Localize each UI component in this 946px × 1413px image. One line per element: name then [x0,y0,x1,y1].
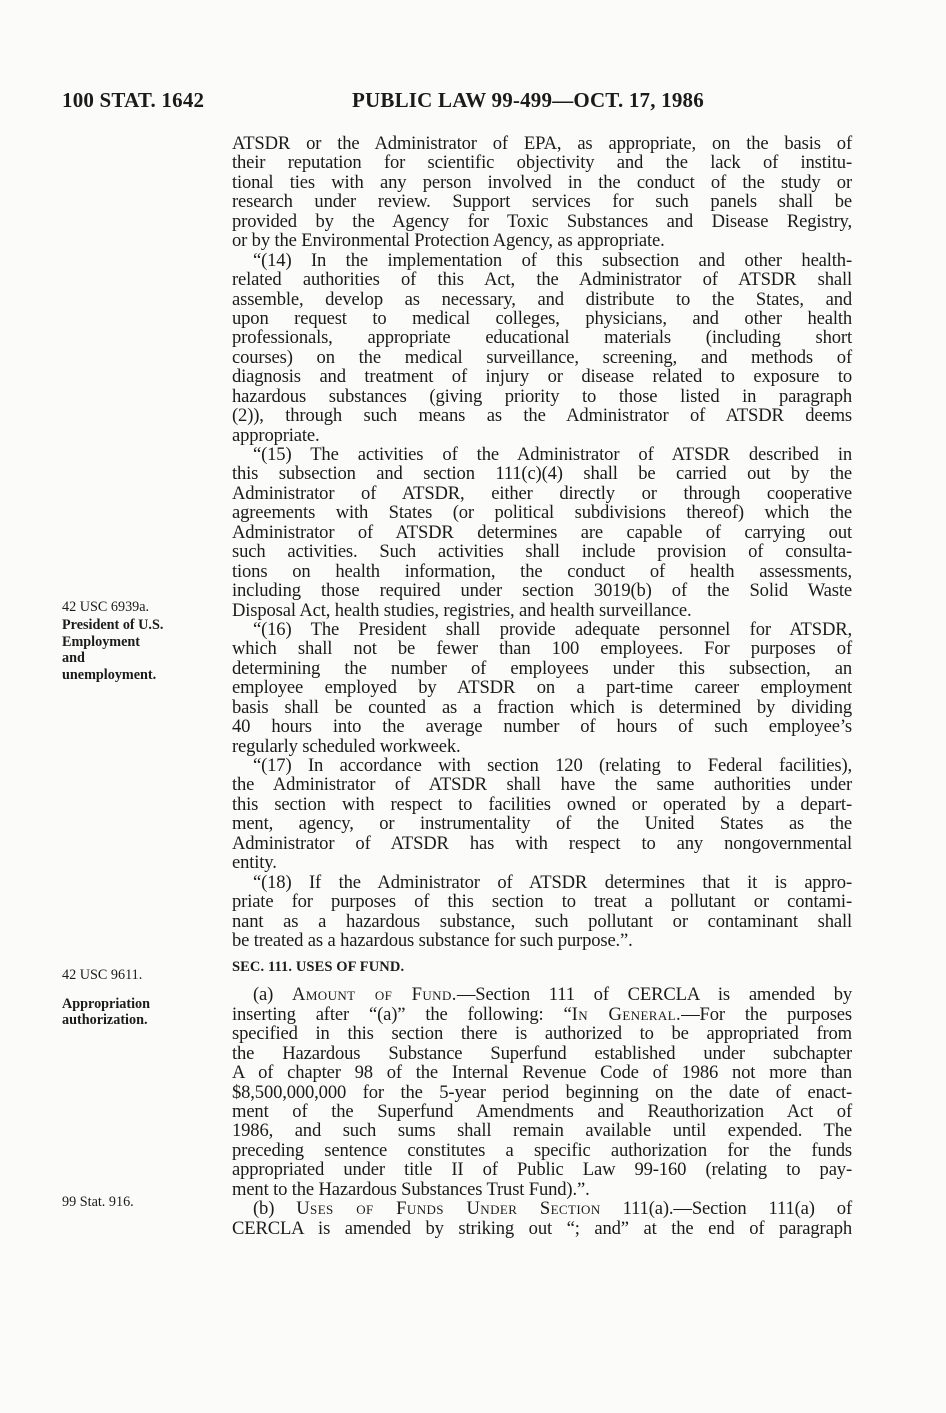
text-line: $8,500,000,000 for the 5-year period beginning on the date of enact- [232,1081,852,1103]
text-line: employee employed by ATSDR on a part-time career employment [232,677,852,699]
paragraph [232,873,852,951]
text-segment: (b) [253,1198,297,1220]
section-111-paragraphs [232,985,852,1238]
text-line: diagnosis and treatment of injury or disease related to exposure to [232,366,852,388]
text-line: CERCLA is amended by striking out “; and” at the end of paragraph [232,1217,852,1239]
text-line: upon request to medical colleges, physicians, and other health [232,307,852,329]
text-line: research under review. Support services for such panels shall be [232,191,852,213]
text-line: the Administrator of ATSDR shall have the same authorities under [232,774,852,796]
margin-note-appropriation: Appropriation [62,996,151,1012]
text-line: agreements with States (or political subdivisions thereof) which the [232,502,852,524]
text-line: “(18) If the Administrator of ATSDR determines that it is appro- [253,871,852,893]
text-line: which shall not be fewer than 100 employees. For purposes of [232,638,852,660]
text-line: 40 hours into the average number of hours of such employee’s [232,716,852,738]
text-line: appropriated under title II of Public Law 99-160 (relating to pay- [232,1159,852,1181]
small-caps-heading: Uses of Funds Under Section [296,1198,601,1220]
text-line: Administrator of ATSDR, either directly or through cooperative [232,482,852,504]
text-line [232,985,852,1004]
text-line: or by the Environmental Protection Agency, as appropriate. [232,230,665,252]
text-line: related authorities of this Act, the Administrator of ATSDR shall [232,269,852,291]
text-line: Disposal Act, health studies, registries, and health surveillance. [232,599,692,621]
text-line: “(14) In the implementation of this subsection and other health- [253,249,852,271]
text-segment: inserting after “(a)” the following: “ [232,1003,572,1025]
text-line: ment of the Superfund Amendments and Reauthorization Act of [232,1101,852,1122]
margin-note-authorization: authorization. [62,1012,148,1028]
text-line: their reputation for scientific objectivity and the lack of institu- [232,152,852,174]
text-line: the Hazardous Substance Superfund established under subchapter [232,1042,852,1064]
text-line: ment to the Hazardous Substances Trust Fund).”. [232,1178,590,1200]
paragraph [232,251,852,445]
text-segment: (a) [253,984,293,1006]
text-line: tions on health information, the conduct of health assessments, [232,560,852,582]
paragraph [232,1199,852,1238]
small-caps-heading: In General. [571,1003,682,1025]
text-line: professionals, appropriate educational materials (including short [232,327,852,349]
margin-note-unemployment: unemployment. [62,667,157,683]
body-text [232,134,852,1238]
text-line: this subsection and section 111(c)(4) shall be carried out by the [232,463,852,485]
text-line [232,1199,852,1218]
margin-note-stat-916: 99 Stat. 916. [62,1194,134,1210]
text-line: preceding sentence constitutes a specific authorization for the funds [232,1139,852,1161]
text-line: tional ties with any person involved in the conduct of the study or [232,171,852,193]
paragraph [232,756,852,873]
page-stat-reference: 100 STAT. 1642 [62,88,205,112]
subsection-paragraphs [232,134,852,950]
text-line: this section with respect to facilities owned or operated by a depart- [232,793,852,815]
paragraph [232,134,852,251]
text-line: such activities. Such activities shall include provision of consulta- [232,541,852,563]
text-line: be treated as a hazardous substance for such purpose.”. [232,929,633,951]
margin-note-usc-9611: 42 USC 9611. [62,967,143,983]
section-heading: SEC. 111. USES OF FUND. [232,959,405,976]
text-line: entity. [232,852,277,874]
text-segment: —For the purposes [681,1003,852,1025]
text-line: including those required under section 3019(b) of the Solid Waste [232,580,852,602]
text-line: courses) on the medical surveillance, screening, and methods of [232,346,852,368]
text-line: Administrator of ATSDR has with respect to any nongovernmental [232,832,852,854]
text-line: regularly scheduled workweek. [232,735,461,757]
paragraph [232,620,852,756]
text-line: ment, agency, or instrumentality of the United States as the [232,813,852,835]
text-segment: —Section 111 of CERCLA is amended by [456,984,852,1006]
text-line: appropriate. [232,424,320,446]
text-line: assemble, develop as necessary, and distribute to the States, and [232,288,852,310]
page-law-title: PUBLIC LAW 99-499—OCT. 17, 1986 [352,88,704,112]
text-line: determining the number of employees under this subsection, an [232,657,852,679]
text-line: specified in this section there is authorized to be appropriated from [232,1023,852,1045]
text-segment: 111(a).—Section 111(a) of [600,1198,852,1220]
text-line: nant as a hazardous substance, such pollutant or contaminant shall [232,910,852,932]
text-line: “(17) In accordance with section 120 (relating to Federal facilities), [253,755,852,776]
text-line: “(15) The activities of the Administrator of ATSDR described in [253,444,852,465]
text-line [232,1005,852,1024]
paragraph [232,985,852,1199]
text-line: A of chapter 98 of the Internal Revenue Code of 1986 not more than [232,1062,852,1084]
text-line: hazardous substances (giving priority to those listed in paragraph [232,385,852,407]
text-line: basis shall be counted as a fraction which is determined by dividing [232,696,852,718]
margin-note-usc-6939a: 42 USC 6939a. [62,599,150,615]
margin-note-president: President of U.S. [62,617,164,633]
text-line: priate for purposes of this section to treat a pollutant or contami- [232,891,852,913]
text-line: 1986, and such sums shall remain available until expended. The [232,1120,852,1142]
paragraph [232,445,852,620]
text-line: (2)), through such means as the Administrator of ATSDR deems [232,405,852,427]
margin-note-employment: Employment [62,634,141,650]
text-line: provided by the Agency for Toxic Substances and Disease Registry, [232,210,852,232]
margin-note-and: and [62,650,85,666]
small-caps-heading: Amount of Fund. [292,984,457,1006]
text-line: Administrator of ATSDR determines are capable of carrying out [232,521,852,543]
text-line: “(16) The President shall provide adequate personnel for ATSDR, [253,618,852,640]
text-line: ATSDR or the Administrator of EPA, as appropriate, on the basis of [232,133,852,154]
